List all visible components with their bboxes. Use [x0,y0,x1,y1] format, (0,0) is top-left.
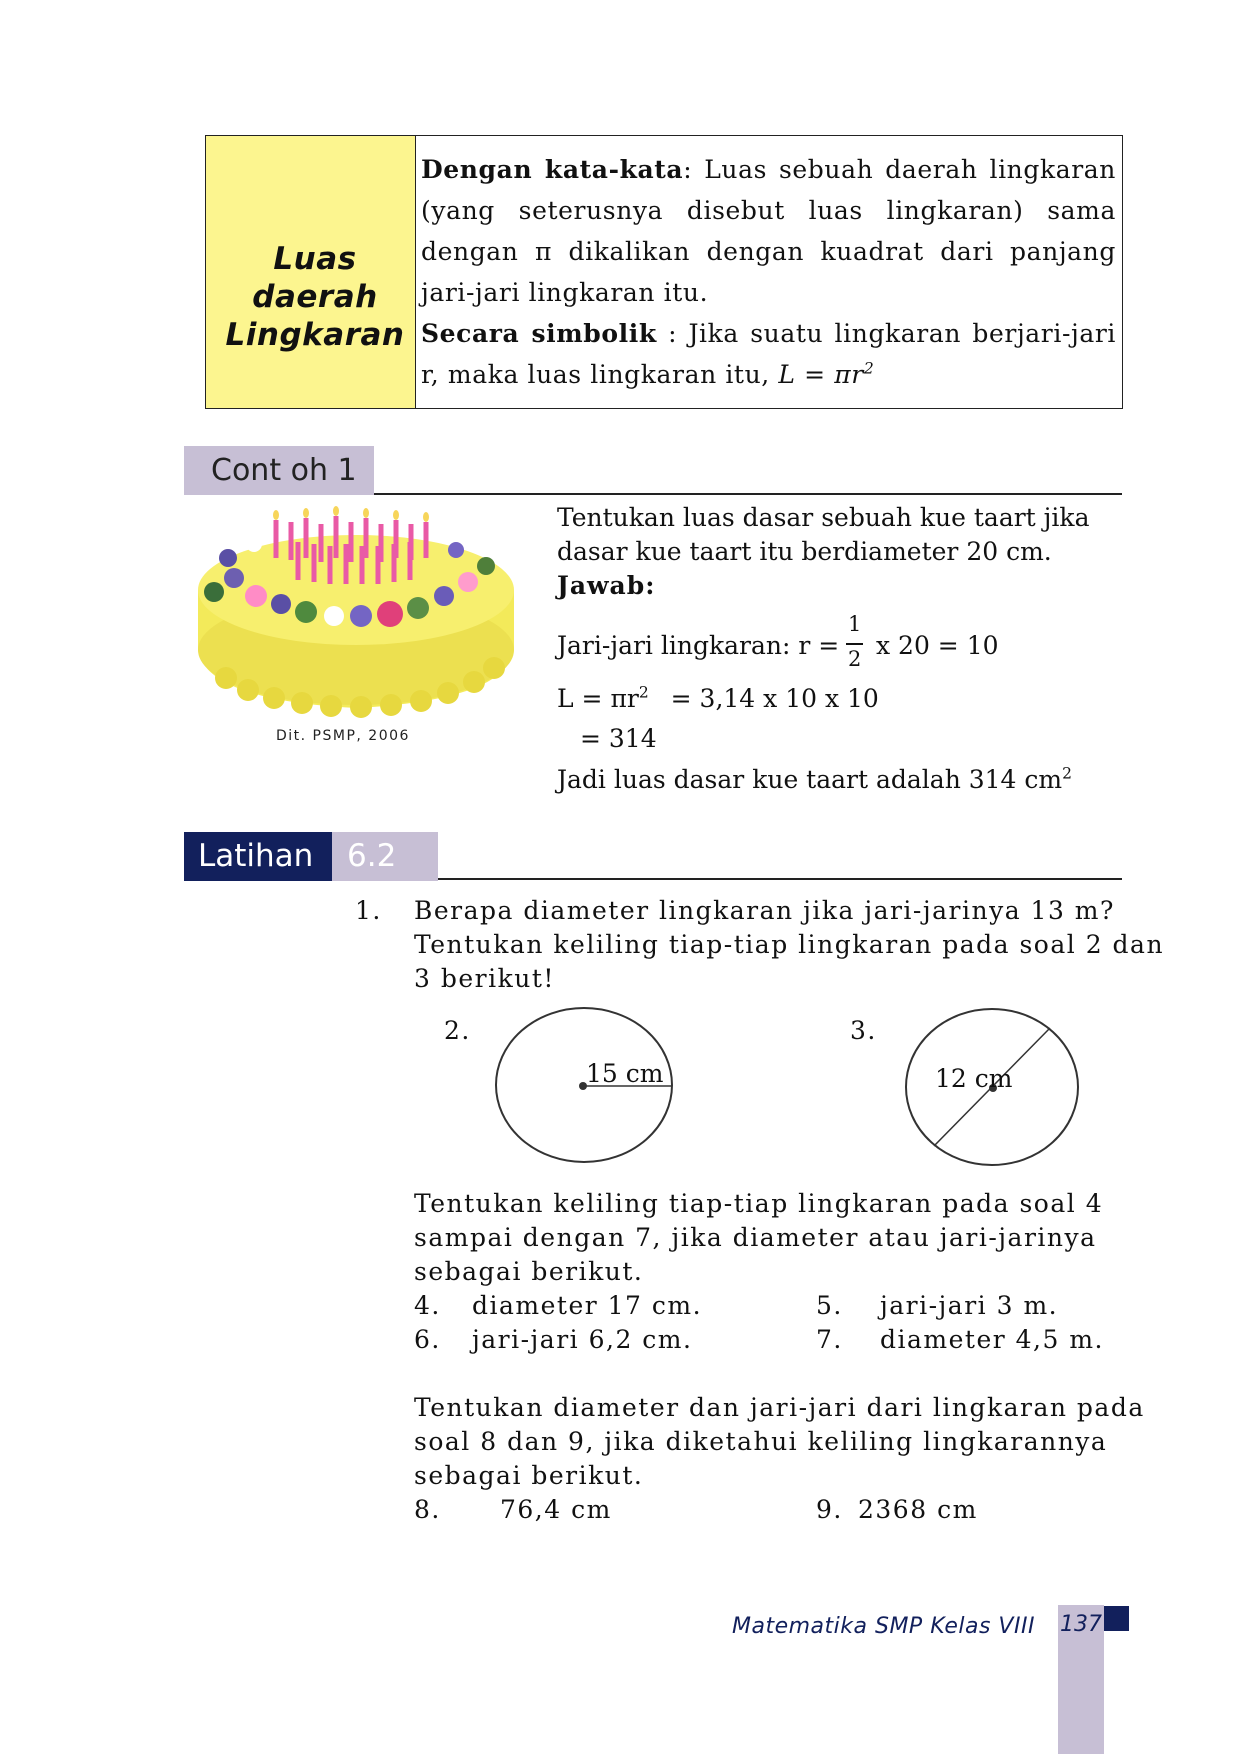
example-question-line1: Tentukan luas dasar sebuah kue taart jika [557,503,1090,532]
q7-text: diameter 4,5 m. [880,1325,1105,1354]
area-equation: $L = \pi r^2 = 3,14$ x 10 x 10 [557,683,879,713]
instruction3-line3: sebagai berikut. [414,1461,644,1490]
q3-label: 12 cm [935,1064,1013,1093]
q5-number: 5. [816,1291,843,1320]
instruction2-line1: Tentukan keliling tiap-tiap lingkaran pada soal 4 [414,1189,1104,1218]
definition-box [205,135,1123,409]
q4-text: diameter 17 cm. [472,1291,703,1320]
fraction-bar [846,643,863,645]
symbolic-label: Secara simbolik [421,319,657,348]
q2-number: 2. [444,1016,471,1045]
q9-text: 2368 cm [858,1495,978,1524]
instruction2-line2: sampai dengan 7, jika diameter atau jari-jarinya [414,1223,1097,1252]
q6-text: jari-jari 6,2 cm. [472,1325,693,1354]
instruction1-line1: Tentukan keliling tiap-tiap lingkaran pada soal 2 dan [414,930,1165,959]
fraction-denominator: 2 [848,647,862,671]
instruction3-line1: Tentukan diameter dan jari-jari dari lingkaran pada [414,1393,1145,1422]
q4-number: 4. [414,1291,441,1320]
exercise-header-rule [438,878,1122,880]
words-text: : Luas sebuah daerah lingkaran (yang seterusnya disebut luas lingkaran) sama dengan π dikalikan dengan kuadrat dari panjang jari-jari lingkaran itu. [421,155,1116,307]
q1-text: Berapa diameter lingkaran jika jari-jarinya 13 m? [414,896,1115,925]
example-question-line2: dasar kue taart itu berdiameter 20 cm. [557,537,1052,566]
fraction-numerator: 1 [848,612,862,636]
cake-image [186,500,526,720]
definition-term-line2: Lingkaran [225,317,405,353]
q2-label: 15 cm [586,1059,664,1088]
answer-label: Jawab: [557,571,656,600]
definition-term [206,240,424,354]
exercise-header-number: 6.2 [332,832,438,881]
instruction1-line2: 3 berikut! [414,964,555,993]
image-caption: Dit. PSMP, 2006 [276,728,410,744]
q9-number: 9. [816,1495,843,1524]
radius-result: x 20 = 10 [876,631,999,660]
q1-number: 1. [355,896,382,925]
q3-number: 3. [850,1016,877,1045]
symbolic-text: : Jika suatu lingkaran berjari-jari r, maka luas lingkaran itu, [421,319,1117,389]
q6-number: 6. [414,1325,441,1354]
exercise-header: Latihan [184,832,332,881]
q7-number: 7. [816,1325,843,1354]
q8-text: 76,4 cm [500,1495,612,1524]
book-title: Matematika SMP Kelas VIII [732,1614,1035,1639]
q5-text: jari-jari 3 m. [880,1291,1059,1320]
q8-number: 8. [414,1495,441,1524]
area-formula: $L = \pi r^2$ [778,359,875,389]
footer-square [1104,1606,1129,1631]
definition-text [421,149,1116,395]
instruction3-line2: soal 8 dan 9, jika diketahui keliling lingkarannya [414,1427,1108,1456]
definition-term-line1: Luas daerah [252,241,378,315]
words-label: Dengan kata-kata [421,155,684,184]
instruction2-line3: sebagai berikut. [414,1257,644,1286]
page-number: 137 [1060,1612,1102,1637]
example-header-rule [374,493,1122,495]
area-result: = 314 [580,724,657,753]
example-header: Cont oh 1 [184,446,374,495]
example-conclusion: Jadi luas dasar kue taart adalah 314 $cm^2$ [557,764,1072,794]
radius-text: Jari-jari lingkaran: r = [557,631,840,660]
